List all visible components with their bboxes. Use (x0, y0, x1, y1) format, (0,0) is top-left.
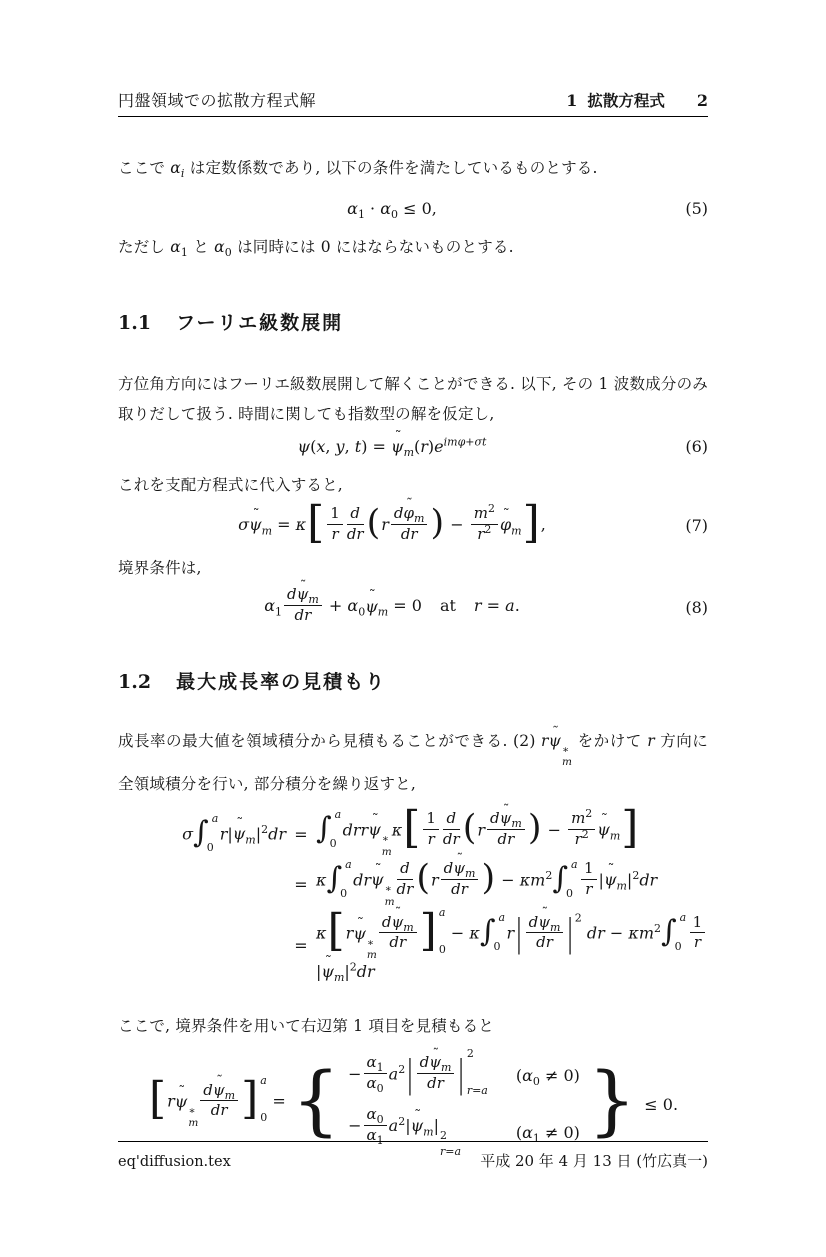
equation-5-body: $\alpha_1 \cdot \alpha_0 \le 0$, (347, 199, 437, 222)
derivation-aligned-equations (118, 801, 708, 985)
paragraph-fourier-expansion: 方位角方向にはフーリエ級数展開して解くことができる. 以下, その 1 波数成分のみ取りだして扱う. 時間に関しても指数型の解を仮定し, (118, 375, 708, 423)
section-1-1-title: フーリエ級数展開 (176, 312, 344, 334)
section-1-1-number: 1.1 (118, 312, 152, 334)
paragraph-boundary-condition: 境界条件は, (118, 559, 202, 578)
section-heading-1-1 (118, 308, 708, 335)
aligned-row-2-rhs: κ∫ a 0 drψ ˜ ∗ m $\frac{d}{dr}$ (r dψ $˜_m$ dr ) − $\kappa m^2\int$ a 0 $\frac{1}{r}$ |ψ $˜_m|^2dr$ (316, 861, 657, 909)
footer-filename: eq'diffusion.tex (118, 1154, 231, 1170)
equation-6-body: ψ(x, y, t) = ψ $˜_m(r)e^{im\varphi+\sigma t}$ (118, 437, 666, 456)
aligned-row-3-rel: = (294, 936, 308, 956)
page-footer (118, 1141, 708, 1171)
case-1-condition: $(\alpha_0 \ne 0)$ (515, 1065, 580, 1088)
page-header (118, 88, 708, 117)
case-1-expression: − $\frac{\alpha_1}{\alpha_0}$ $a^2$ | dψ $˜_m$ dr | 2 r=a (348, 1051, 488, 1099)
paragraph-alpha-coefficients: ここで $\alpha_i$ は定数係数であり, 以下の条件を満たしているものとする. (118, 159, 598, 181)
document-page (0, 88, 826, 1257)
equation-6-tag: (6) (685, 437, 708, 456)
cases-inequality-tail: ≤ 0. (644, 1094, 679, 1114)
section-1-2-number: 1.2 (118, 670, 152, 693)
aligned-row-1-rel: = (294, 825, 308, 845)
header-running-title: 円盤領域での拡散方程式解 (118, 91, 317, 110)
equation-8 (118, 587, 708, 626)
paragraph-growth-rate-integral: 成長率の最大値を領域積分から見積もることができる. (2) rψ ˜ ∗ m をかけて r 方向に全領域積分を行い, 部分積分を繰り返すと, (118, 726, 708, 799)
equation-7-tag: (7) (685, 516, 708, 536)
header-page-number: 2 (696, 91, 708, 110)
header-section-name: 拡散方程式 (587, 92, 665, 110)
footer-date-author: 平成 20 年 4 月 13 日 (竹広真一) (480, 1152, 708, 1170)
case-2-expression: − $\frac{\alpha_0}{\alpha_1}$ $a^2|\psi$ $˜_m|$ 2 r=a (348, 1107, 488, 1157)
equation-5 (118, 199, 708, 222)
equation-8-tag: (8) (685, 597, 708, 617)
header-section-number: 1 (566, 91, 578, 110)
aligned-row-1-lhs: σ∫ a 0 r|ψ $˜_m|^2dr$ (182, 815, 286, 855)
aligned-row-2-rel: = (294, 874, 308, 894)
paragraph-substitute-governing: これを支配方程式に代入すると, (118, 476, 343, 494)
section-1-2-title: 最大成長率の見積もり (176, 670, 387, 693)
paragraph-alpha-not-both-zero: ただし $\alpha_1$ と $\alpha_0$ は同時には 0 にはならないものとする. (118, 238, 514, 260)
equation-5-tag: (5) (685, 199, 708, 218)
equation-7 (118, 496, 708, 548)
aligned-row-3-rhs: κ[rψ ˜ ∗ m dψ $˜_m$ dr ] a 0 − κ∫ a 0 r | dψ $˜_m$ dr | $^2$ dr − $\kappa m^2\int$ a 0 $\frac{1}{r}$ |ψ $˜_m|^2dr$ (316, 910, 708, 981)
cases-lhs: [rψ ˜ ∗ m dψ $˜_m$ dr ] a 0 = (148, 1078, 286, 1130)
equation-6 (118, 435, 708, 460)
paragraph-estimate-first-term: ここで, 境界条件を用いて右辺第 1 項目を見積もると (118, 1017, 494, 1035)
section-heading-1-2 (118, 667, 708, 694)
equation-8-body: $\alpha_1$ dψ $˜_m$ dr + $\alpha_0\psi$ $˜_m = 0$ at r = a. (118, 587, 666, 626)
aligned-row-1-rhs: ∫ a 0 drrψ ˜ ∗ m κ[ $\frac{1}{r}$ $\frac{d}{dr}$ (r dψ $˜_m$ dr ) − $\frac{m^2}{r^2}$ ψ $˜_m$] (316, 811, 639, 859)
boundary-term-cases-equation: [rψ ˜ ∗ m dψ $˜_m$ dr ] a 0 = { − $\frac{\alpha_1}{\alpha_0}$ $a^2$ | dψ $˜_m$ dr | 2 r=a $(\alpha_0 \ne 0)$ − $\frac{\alpha_0}{\alpha_1}$ $a^2|\psi$ $˜_m|$ 2 r=a $(\alpha_1 \ne 0)$ } ≤ 0. (118, 1051, 708, 1157)
case-2-condition: $(\alpha_1 \ne 0)$ (515, 1122, 580, 1145)
equation-7-body: σψ $˜_m = \kappa$[ $\frac{1}{r}$ $\frac{d}{dr}$ (r dφ $˜_m$ dr ) − $\frac{m^2}{r^2}$ φ $˜_m$], (118, 506, 666, 545)
